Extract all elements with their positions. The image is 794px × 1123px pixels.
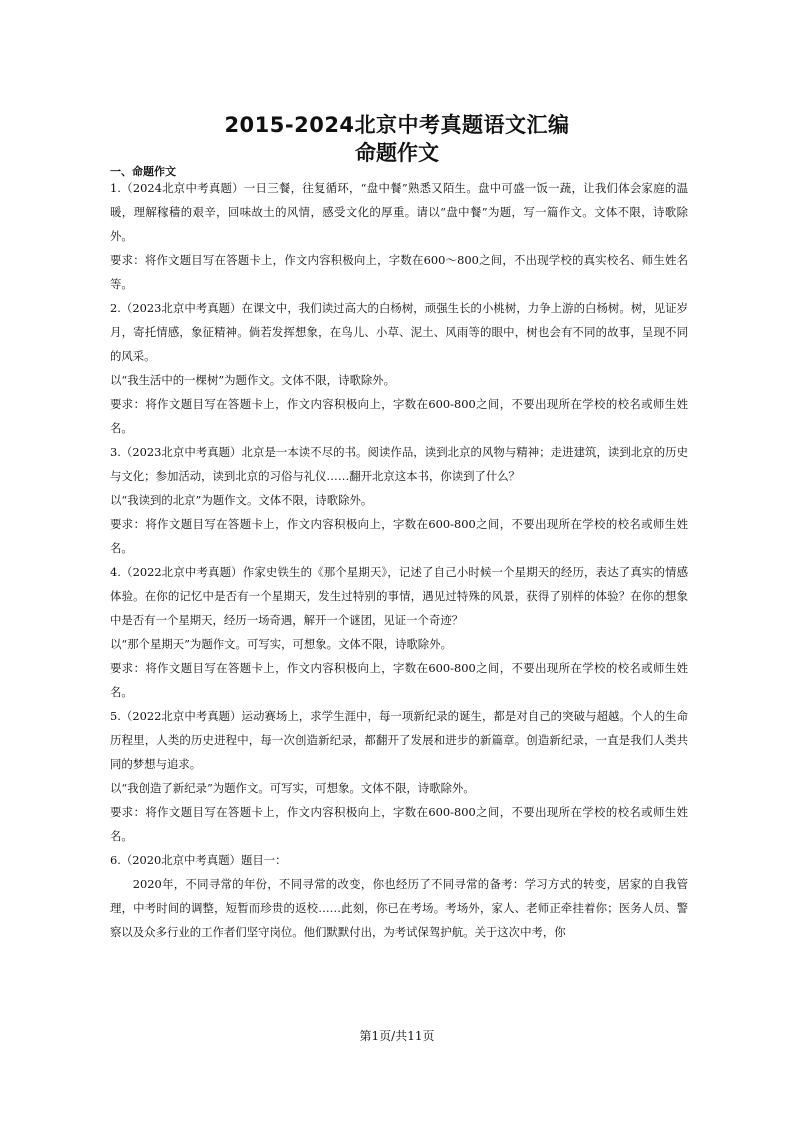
paragraph: 2020年，不同寻常的年份，不同寻常的改变，你也经历了不同寻常的备考：学习方式的转变，居家的自我管理，中考时间的调整，短暂而珍贵的返校……此刻，你已在考场。考场外，家人、老师正牵挂着你；医务人员、警察以及众多行业的工作者们坚守岗位。他们默默付出，为考试保驾护航。关于这次中考，你 [110,877,688,939]
section-heading: 一、命题作文 [110,165,176,178]
paragraph: 3.（2023北京中考真题）北京是一本读不尽的书。阅读作品，读到北京的风物与精神；走进建筑，读到北京的历史与文化；参加活动，读到北京的习俗与礼仪……翻开北京这本书，你读到了什么？ [110,445,688,483]
paragraph: 5.（2022北京中考真题）运动赛场上，求学生涯中，每一项新纪录的诞生，都是对自己的突破与超越。个人的生命历程里，人类的历史进程中，每一次创造新纪录，都翻开了发展和进步的新篇章。创造新纪录，一直是我们人类共同的梦想与追求。 [110,709,688,771]
document-subtitle: 命题作文 [355,141,439,165]
paragraph: 以“那个星期天”为题作文。可写实，可想象。文体不限，诗歌除外。 [110,637,452,651]
paragraph: 要求：将作文题目写在答题卡上，作文内容积极向上，字数在600-800之间，不要出现所在学校的校名或师生姓名。 [110,805,688,843]
paragraph: 要求：将作文题目写在答题卡上，作文内容积极向上，字数在600-800之间，不要出现所在学校的校名或师生姓名。 [110,661,688,699]
document-title: 2015-2024北京中考真题语文汇编 [224,113,570,137]
paragraph: 要求：将作文题目写在答题卡上，作文内容积极向上，字数在600-800之间，不要出现所在学校的校名或师生姓名。 [110,517,688,555]
document-body [110,176,688,944]
paragraph: 以“我创造了新纪录”为题作文。可写实，可想象。文体不限，诗歌除外。 [110,781,475,795]
paragraph: 4.（2022北京中考真题）作家史铁生的《那个星期天》，记述了自己小时候一个星期天的经历，表达了真实的情感体验。在你的记忆中是否有一个星期天，发生过特别的事情，遇见过特殊的风景，获得了别样的体验？在你的想象中是否有一个星期天，经历一场奇遇，解开一个谜团，见证一个奇迹？ [110,565,688,627]
paragraph: 6.（2020北京中考真题）题目一： [110,853,287,867]
paragraph: 要求：将作文题目写在答题卡上，作文内容积极向上，字数在600～800之间，不出现学校的真实校名、师生姓名等。 [110,253,688,291]
paragraph: 以“我生活中的一棵树”为题作文。文体不限，诗歌除外。 [110,373,396,387]
paragraph: 以“我读到的北京”为题作文。文体不限，诗歌除外。 [110,493,373,507]
paragraph: 2.（2023北京中考真题）在课文中，我们读过高大的白杨树，顽强生长的小桃树，力争上游的白杨树。树，见证岁月，寄托情感，象征精神。倘若发挥想象，在鸟儿、小草、泥土、风雨等的眼中，树也会有不同的故事，呈现不同的风采。 [110,301,688,363]
paragraph: 要求：将作文题目写在答题卡上，作文内容积极向上，字数在600-800之间，不要出现所在学校的校名或师生姓名。 [110,397,688,435]
page-number: 第1页/共11页 [359,1029,435,1043]
paragraph: 1.（2024北京中考真题）一日三餐，往复循环，“盘中餐”熟悉又陌生。盘中可盛一饭一蔬，让我们体会家庭的温暖，理解稼穑的艰辛，回味故土的风情，感受文化的厚重。请以“盘中餐”为题，写一篇作文。文体不限，诗歌除外。 [110,181,688,243]
